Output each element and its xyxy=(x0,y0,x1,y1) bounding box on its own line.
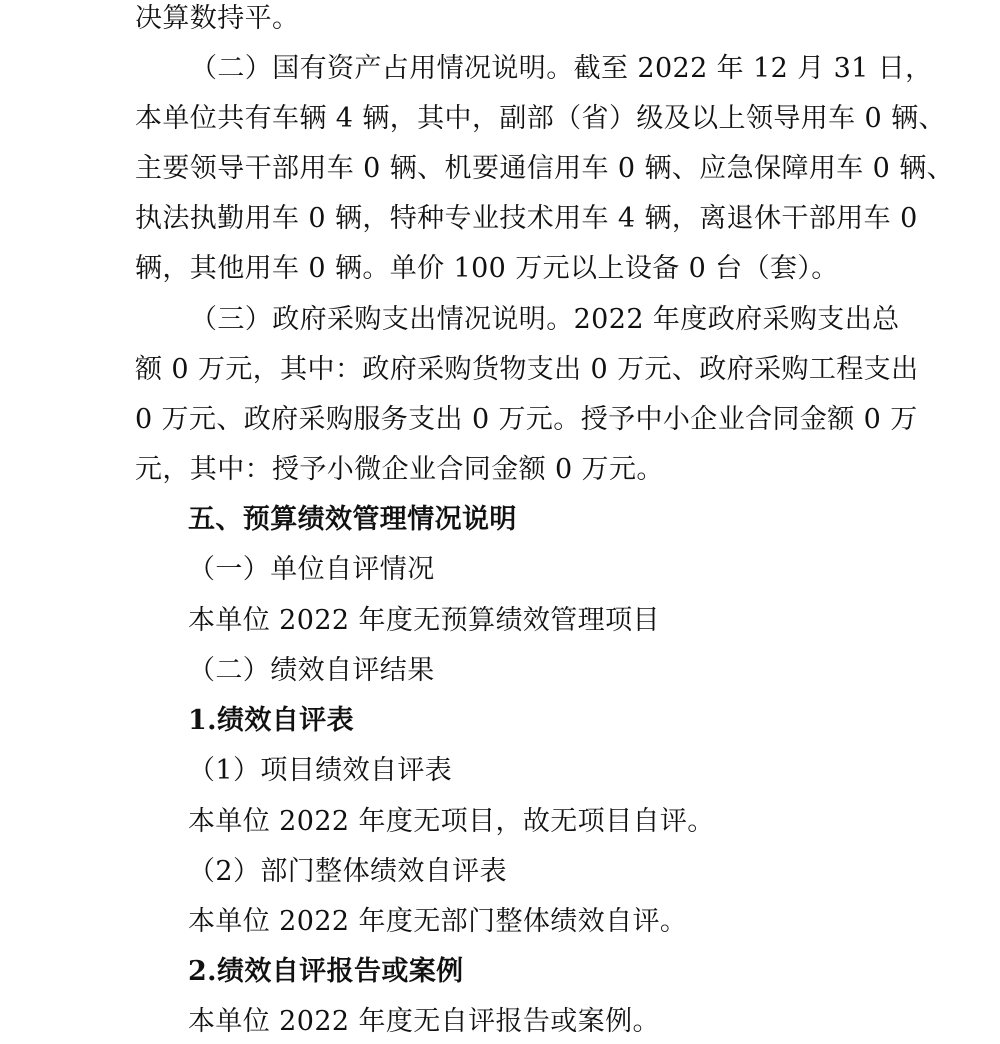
paragraph-line: 执法执勤用车 0 辆，特种专业技术用车 4 辆，离退休干部用车 0 xyxy=(135,203,918,234)
paragraph-line: 本单位 2022 年度无自评报告或案例。 xyxy=(188,1006,660,1037)
item-heading: 1.绩效自评表 xyxy=(188,705,354,736)
subsection-heading: （一）单位自评情况 xyxy=(188,554,435,585)
subsection-heading: （二）绩效自评结果 xyxy=(188,655,435,686)
subitem-heading: （2）部门整体绩效自评表 xyxy=(188,856,507,887)
subitem-heading: （1）项目绩效自评表 xyxy=(188,755,453,786)
item-heading: 2.绩效自评报告或案例 xyxy=(188,956,464,987)
paragraph-line: 本单位 2022 年度无项目，故无项目自评。 xyxy=(188,806,715,837)
section-heading: 五、预算绩效管理情况说明 xyxy=(188,504,517,535)
paragraph-line: 辆，其他用车 0 辆。单价 100 万元以上设备 0 台（套）。 xyxy=(135,253,839,284)
paragraph-line: 主要领导干部用车 0 辆、机要通信用车 0 辆、应急保障用车 0 辆、 xyxy=(135,153,955,184)
paragraph-line: （三）政府采购支出情况说明。2022 年度政府采购支出总 xyxy=(190,304,900,335)
paragraph-line: （二）国有资产占用情况说明。截至 2022 年 12 月 31 日， xyxy=(190,53,933,84)
paragraph-line: 本单位共有车辆 4 辆，其中，副部（省）级及以上领导用车 0 辆、 xyxy=(135,103,946,134)
paragraph-line: 额 0 万元，其中：政府采购货物支出 0 万元、政府采购工程支出 xyxy=(135,354,919,385)
paragraph-line: 本单位 2022 年度无部门整体绩效自评。 xyxy=(188,906,688,937)
paragraph-line: 0 万元、政府采购服务支出 0 万元。授予中小企业合同金额 0 万 xyxy=(135,404,918,435)
paragraph-line: 本单位 2022 年度无预算绩效管理项目 xyxy=(188,605,660,636)
paragraph-line: 元，其中：授予小微企业合同金额 0 万元。 xyxy=(135,454,664,485)
paragraph-line: 决算数持平。 xyxy=(135,3,300,34)
